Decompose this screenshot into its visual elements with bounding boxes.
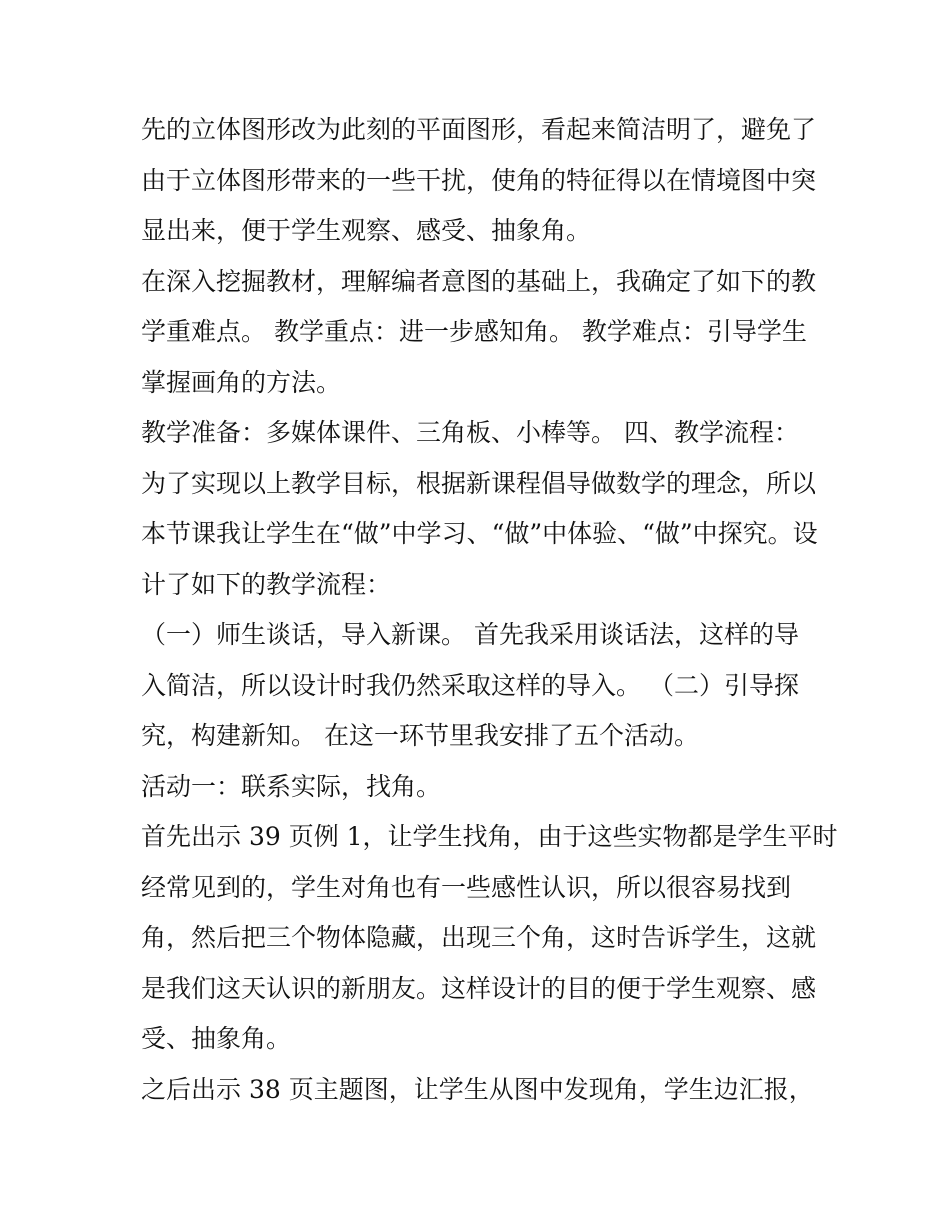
text-line: 学重难点。 教学重点：进一步感知角。 教学难点：引导学生 xyxy=(141,317,807,346)
text-line: 在深入挖掘教材，理解编者意图的基础上，我确定了如下的教 xyxy=(141,266,817,296)
text-line: 先的立体图形改为此刻的平面图形，看起来简洁明了，避免了 xyxy=(141,115,817,144)
text-line: 计了如下的教学流程： xyxy=(141,569,392,599)
text-line: 本节课我让学生在“做”中学习、“做”中体验、“做”中探究。设 xyxy=(141,519,818,548)
text-line: 教学准备：多媒体课件、三角板、小棒等。 四、教学流程： xyxy=(141,418,799,447)
text-line: （一）师生谈话，导入新课。 首先我采用谈话法，这样的导 xyxy=(141,620,799,649)
document-body xyxy=(141,105,838,1115)
text-line: 入简洁，所以设计时我仍然采取这样的导入。 （二）引导探 xyxy=(141,670,799,700)
text-line: 活动一：联系实际，找角。 xyxy=(141,771,442,801)
text-line: 是我们这天认识的新朋友。这样设计的目的便于学生观察、感 xyxy=(141,973,817,1003)
text-line: 之后出示 38 页主题图，让学生从图中发现角，学生边汇报， xyxy=(141,1074,814,1104)
text-line: 角，然后把三个物体隐藏，出现三个角，这时告诉学生，这就 xyxy=(141,923,817,952)
text-line: 经常见到的，学生对角也有一些感性认识，所以很容易找到 xyxy=(141,872,792,902)
text-line: 由于立体图形带来的一些干扰，使角的特征得以在情境图中突 xyxy=(141,165,817,195)
text-line: 显出来，便于学生观察、感受、抽象角。 xyxy=(141,216,592,245)
text-line: 究，构建新知。 在这一环节里我安排了五个活动。 xyxy=(141,721,699,750)
text-line: 受、抽象角。 xyxy=(141,1024,292,1053)
text-line: 首先出示 39 页例 1，让学生找角，由于这些实物都是学生平时 xyxy=(141,822,838,851)
text-line: 为了实现以上教学目标，根据新课程倡导做数学的理念，所以 xyxy=(141,468,817,498)
text-line: 掌握画角的方法。 xyxy=(141,367,342,397)
